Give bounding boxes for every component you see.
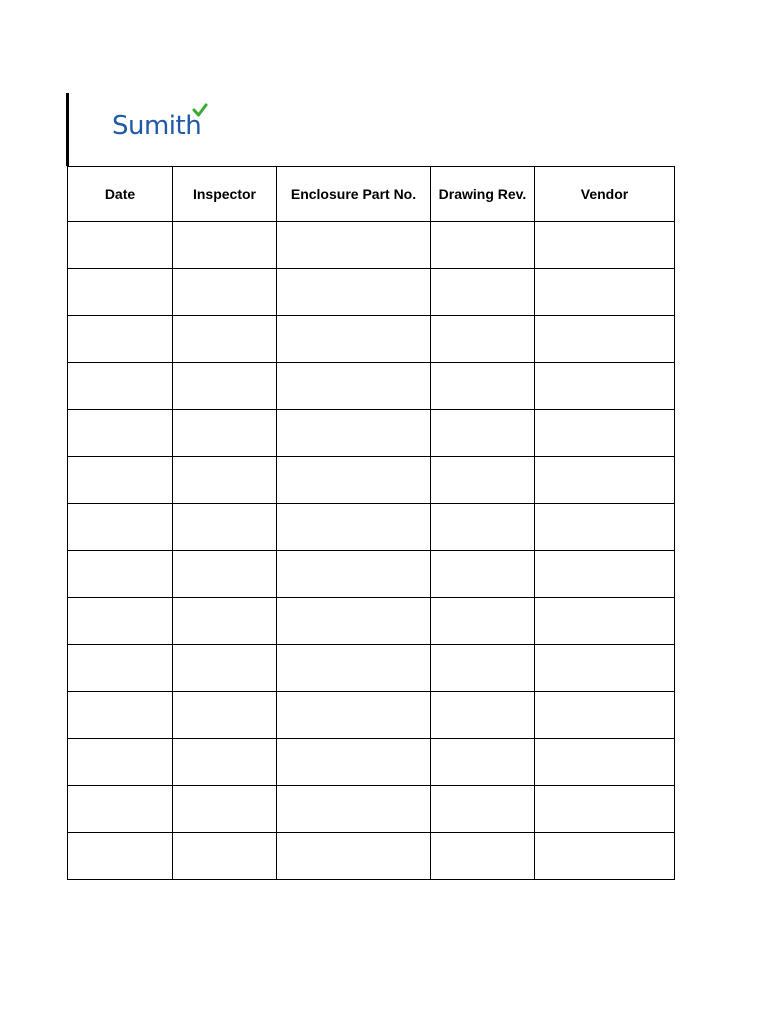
table-header xyxy=(68,167,675,222)
cell-date[interactable] xyxy=(68,739,173,786)
cell-drawing-rev[interactable] xyxy=(431,269,535,316)
table-row xyxy=(68,692,675,739)
table-row xyxy=(68,316,675,363)
cell-drawing-rev[interactable] xyxy=(431,833,535,880)
cell-vendor[interactable] xyxy=(535,551,675,598)
cell-date[interactable] xyxy=(68,786,173,833)
cell-vendor[interactable] xyxy=(535,410,675,457)
cell-date[interactable] xyxy=(68,598,173,645)
cell-vendor[interactable] xyxy=(535,739,675,786)
cell-drawing-rev[interactable] xyxy=(431,551,535,598)
cell-enclosure-part-no[interactable] xyxy=(277,222,431,269)
cell-enclosure-part-no[interactable] xyxy=(277,363,431,410)
cell-inspector[interactable] xyxy=(173,269,277,316)
cell-drawing-rev[interactable] xyxy=(431,457,535,504)
cell-date[interactable] xyxy=(68,551,173,598)
cell-inspector[interactable] xyxy=(173,739,277,786)
table-row xyxy=(68,363,675,410)
cell-vendor[interactable] xyxy=(535,457,675,504)
cell-date[interactable] xyxy=(68,457,173,504)
logo-wordmark: Sumith xyxy=(112,111,202,141)
cell-drawing-rev[interactable] xyxy=(431,504,535,551)
cell-date[interactable] xyxy=(68,222,173,269)
cell-inspector[interactable] xyxy=(173,833,277,880)
cell-drawing-rev[interactable] xyxy=(431,363,535,410)
cell-drawing-rev[interactable] xyxy=(431,410,535,457)
cell-vendor[interactable] xyxy=(535,692,675,739)
column-header-drawing-rev: Drawing Rev. xyxy=(431,167,535,222)
cell-vendor[interactable] xyxy=(535,316,675,363)
cell-enclosure-part-no[interactable] xyxy=(277,457,431,504)
inspection-log-table xyxy=(67,166,675,880)
cell-enclosure-part-no[interactable] xyxy=(277,504,431,551)
cell-enclosure-part-no[interactable] xyxy=(277,692,431,739)
cell-date[interactable] xyxy=(68,692,173,739)
column-header-vendor: Vendor xyxy=(535,167,675,222)
table-row xyxy=(68,833,675,880)
cell-inspector[interactable] xyxy=(173,363,277,410)
cell-inspector[interactable] xyxy=(173,222,277,269)
cell-date[interactable] xyxy=(68,363,173,410)
cell-inspector[interactable] xyxy=(173,551,277,598)
cell-date[interactable] xyxy=(68,316,173,363)
cell-date[interactable] xyxy=(68,645,173,692)
cell-vendor[interactable] xyxy=(535,833,675,880)
cell-vendor[interactable] xyxy=(535,598,675,645)
cell-inspector[interactable] xyxy=(173,410,277,457)
table-body xyxy=(68,222,675,880)
cell-date[interactable] xyxy=(68,269,173,316)
cell-drawing-rev[interactable] xyxy=(431,222,535,269)
table-row xyxy=(68,504,675,551)
table-row xyxy=(68,598,675,645)
cell-drawing-rev[interactable] xyxy=(431,786,535,833)
cell-drawing-rev[interactable] xyxy=(431,598,535,645)
table-row xyxy=(68,551,675,598)
cell-enclosure-part-no[interactable] xyxy=(277,316,431,363)
cell-enclosure-part-no[interactable] xyxy=(277,269,431,316)
table-row xyxy=(68,457,675,504)
cell-enclosure-part-no[interactable] xyxy=(277,739,431,786)
table-row xyxy=(68,786,675,833)
cell-drawing-rev[interactable] xyxy=(431,692,535,739)
table-row xyxy=(68,645,675,692)
cell-vendor[interactable] xyxy=(535,222,675,269)
column-header-enclosure-part-no: Enclosure Part No. xyxy=(277,167,431,222)
cell-vendor[interactable] xyxy=(535,269,675,316)
cell-enclosure-part-no[interactable] xyxy=(277,598,431,645)
column-header-date: Date xyxy=(68,167,173,222)
cell-inspector[interactable] xyxy=(173,316,277,363)
cell-vendor[interactable] xyxy=(535,363,675,410)
cell-drawing-rev[interactable] xyxy=(431,316,535,363)
table-row xyxy=(68,410,675,457)
cell-enclosure-part-no[interactable] xyxy=(277,410,431,457)
cell-date[interactable] xyxy=(68,833,173,880)
table-row xyxy=(68,269,675,316)
cell-inspector[interactable] xyxy=(173,598,277,645)
cell-vendor[interactable] xyxy=(535,645,675,692)
cell-drawing-rev[interactable] xyxy=(431,645,535,692)
cell-inspector[interactable] xyxy=(173,645,277,692)
header-row xyxy=(68,167,675,222)
cell-vendor[interactable] xyxy=(535,504,675,551)
checkmark-icon xyxy=(192,103,208,119)
cell-drawing-rev[interactable] xyxy=(431,739,535,786)
cell-inspector[interactable] xyxy=(173,786,277,833)
cell-inspector[interactable] xyxy=(173,457,277,504)
cell-date[interactable] xyxy=(68,504,173,551)
cell-vendor[interactable] xyxy=(535,786,675,833)
cell-inspector[interactable] xyxy=(173,692,277,739)
table-row xyxy=(68,739,675,786)
cell-enclosure-part-no[interactable] xyxy=(277,786,431,833)
column-header-inspector: Inspector xyxy=(173,167,277,222)
cell-inspector[interactable] xyxy=(173,504,277,551)
cell-enclosure-part-no[interactable] xyxy=(277,833,431,880)
table-row xyxy=(68,222,675,269)
cell-enclosure-part-no[interactable] xyxy=(277,645,431,692)
header-divider-bar xyxy=(66,93,69,166)
cell-date[interactable] xyxy=(68,410,173,457)
company-logo xyxy=(112,103,252,145)
cell-enclosure-part-no[interactable] xyxy=(277,551,431,598)
